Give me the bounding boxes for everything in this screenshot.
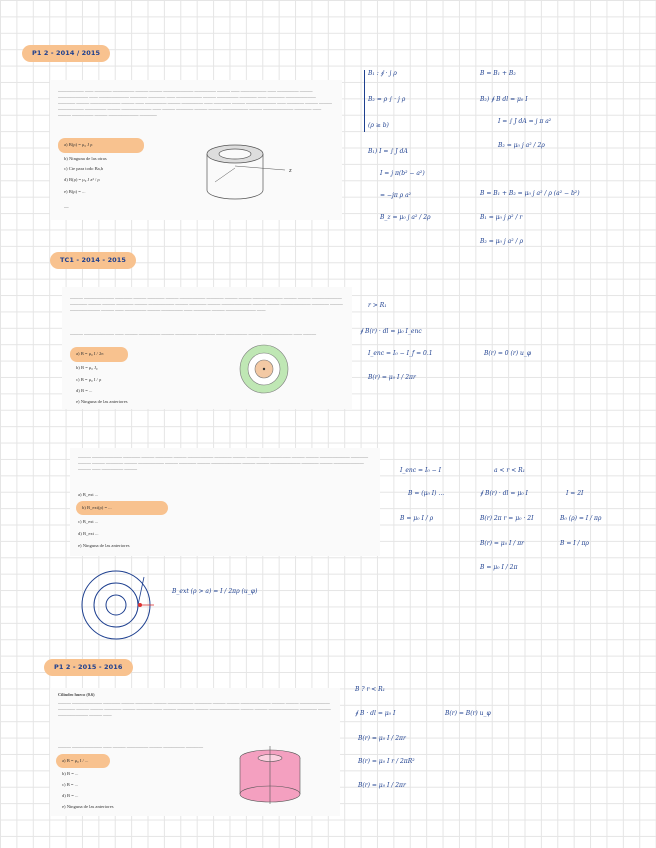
option: b) B = μ₀ J₀: [76, 365, 98, 370]
note-line: B(r) = μ₀ I / 2πr: [358, 782, 406, 789]
option: —: [64, 204, 69, 209]
note-line: B = μ₀ I / 2π: [480, 564, 518, 571]
note-line: B₁ = μ₀ j ρ² / r: [480, 214, 523, 221]
note-line: ∮ B(r) · dl = μ₀ I_enc: [360, 328, 422, 335]
note-line: B = I / πρ: [560, 540, 589, 547]
option: a) B = μ₀ I / 2π: [76, 351, 104, 356]
option: b) Ninguna de las otras: [64, 156, 107, 161]
option: c) B_ext ...: [78, 519, 99, 524]
section-tag: P1 2 - 2014 / 2015: [22, 45, 110, 62]
problem-card: [50, 80, 342, 220]
option: c) Cte para todo Ba,b: [64, 166, 104, 171]
option: e) B(ρ) = ...: [64, 189, 86, 194]
note-line: B₁) I = ∫ J dA: [368, 148, 408, 155]
note-line: B ? r < R₁: [355, 686, 386, 693]
note-line: B(r) = B(r) u_φ: [445, 710, 491, 717]
cylinder-figure: [230, 744, 310, 808]
option: a) B(ρ) = μ₀ J ρ: [64, 142, 93, 147]
note-line: B = μ₀ I / ρ: [400, 515, 434, 522]
note-line: B = B₁ + B₂ = μ₀ j a² / ρ (a² − b²): [480, 190, 580, 197]
option: d) B_ext ...: [78, 531, 99, 536]
option: a) B = μ₀ I / ...: [62, 758, 89, 763]
option: d) B = ...: [76, 388, 93, 393]
problem-heading: Cilindro hueco (0.6): [58, 692, 95, 697]
note-line: I = j π(b² − a²): [380, 170, 425, 177]
note-line: I = ∫ J dA = j π a²: [498, 118, 552, 125]
note-line: B₂) ∮ B dl = μ₀ I: [480, 96, 528, 103]
option: b) B = ...: [62, 771, 79, 776]
note-line: I_enc = I₀ − I: [400, 467, 441, 474]
option: c) B = μ₀ I / ρ: [76, 377, 102, 382]
note-line: r > R₁: [368, 302, 387, 309]
problem-card: [62, 287, 352, 409]
problem-statement: ——— ——————— ———— ——— ———— ——— —————— ———— ——— ——— ——————— ——— ——— ——————— ———— ——— ——— ———— ——— —————— ——— ———— ——— ——————— ——— ——— ——————— ———— ——— ——————— ——— —— ————— ———: [78, 454, 369, 471]
problem-hw-formula: B_ext (ρ > a) = I / 2πρ (u_φ): [172, 588, 258, 595]
option: d) B(ρ) = μ₀ J a² / ρ: [64, 177, 100, 182]
note-line: B₂ = μ₀ j a² / 2ρ: [498, 142, 545, 149]
note-line: B₂ = μ₀ j a² / ρ: [480, 238, 523, 245]
note-line: B = B₁ + B₂: [480, 70, 516, 77]
option: c) B = ...: [62, 782, 79, 787]
note-line: B(r) 2π r = μ₀ · 2I: [480, 515, 534, 522]
note-line: (ρ ≥ b): [368, 122, 389, 129]
note-line: B₁ : ∮ · j ρ: [368, 70, 397, 77]
note-line: ∮ B(r) · dl = μ₀ I: [480, 490, 528, 497]
option: e) Ninguna de las anteriores: [78, 543, 130, 548]
note-line: B(r) = μ₀ I r / 2πR²: [358, 758, 415, 765]
note-line: B = (μ₀ I) ...: [408, 490, 445, 497]
option: d) B = ...: [62, 793, 79, 798]
note-line: B(r) = μ₀ I / πr: [480, 540, 525, 547]
note-line: B₂ = ρ ∫ · j ρ: [368, 96, 406, 103]
option: b) B_ext(ρ) = ...: [82, 505, 112, 510]
note-line: I = 2I: [566, 490, 584, 497]
problem-card: [70, 448, 380, 556]
problem-question: ——— ——————— —— ——— ————— ——— ————— ———— —— ————— ——— ——————— —— ———: [70, 331, 316, 336]
coaxial-ring-figure: [234, 339, 294, 399]
note-line: = −jπ ρ a²: [380, 192, 412, 199]
problem-card: [50, 688, 340, 816]
option: e) Ninguna de las anteriores: [76, 399, 128, 404]
note-line: B(r) = μ₀ I / 2πr: [358, 735, 406, 742]
note-line: B₀ (ρ) = I / πρ: [560, 515, 602, 522]
section-tag: TC1 - 2014 - 2015: [50, 252, 136, 269]
problem-statement: ——— ——————— ———— ——— ———— ——— —————— ———— ——— ——— ——————— ——— ——— ——————— ———— ——— ——— ———— ——— —————— ——— ———— ——— ——————— ——— ——— ——————— ———— ——— ——————— ——— ——: [58, 700, 331, 717]
problem-statement: ——— ——————— ———— ——— ———— ——— —————— ———— ——— ——— ——————— ——— ——— ——————— ———— ——— ——— ———— ——— —————— ——— ———— ——— ——————— ——— ——— ——————— ———— ——— ——————— ——— —— ————— ——— ————— —— ———— ——— ——————— ——: [70, 295, 343, 312]
option: e) Ninguna de las anteriores: [62, 804, 114, 809]
concentric-circles-figure: [78, 565, 168, 645]
note-line: B(r) = 0 (r) u_φ: [484, 350, 532, 357]
note-line: I_enc = I₀ − I_f = 0.1: [368, 350, 433, 357]
note-line: a < r < R₁: [494, 467, 526, 474]
note-line: B(r) = μ₀ I / 2πr: [368, 374, 416, 381]
problem-question: ——— ——————— —— ——— ————— ——— ————— ————: [58, 744, 204, 749]
svg-text:z: z: [289, 168, 292, 174]
hollow-cylinder-figure: [195, 138, 305, 208]
option: a) B_ext ...: [78, 492, 99, 497]
section-tag: P1 2 - 2015 - 2016: [44, 659, 133, 676]
note-line: B_z = μ₀ j a² / 2ρ: [380, 214, 431, 221]
problem-statement: —————— —— ———— ————— ——— ——— ——————— ————— ——— —— —————— —— ————— ——— ——————— —— ——————— ———— ———— —— —————— ——— ————— ———— —— ———— ——————— ———— ——— ——————— ——— —— ————— ——— ————— —— ———— ——— ——————— —— ———— ——— ——— —————— ————— ——— ——————— —— ——— ———— ——— ——— —————— ——— ——————— ———— —— ——— ————— ——— ——————— ————: [58, 88, 332, 117]
note-line: ∮ B · dl = μ₀ I: [355, 710, 396, 717]
brace-line: [364, 70, 365, 132]
